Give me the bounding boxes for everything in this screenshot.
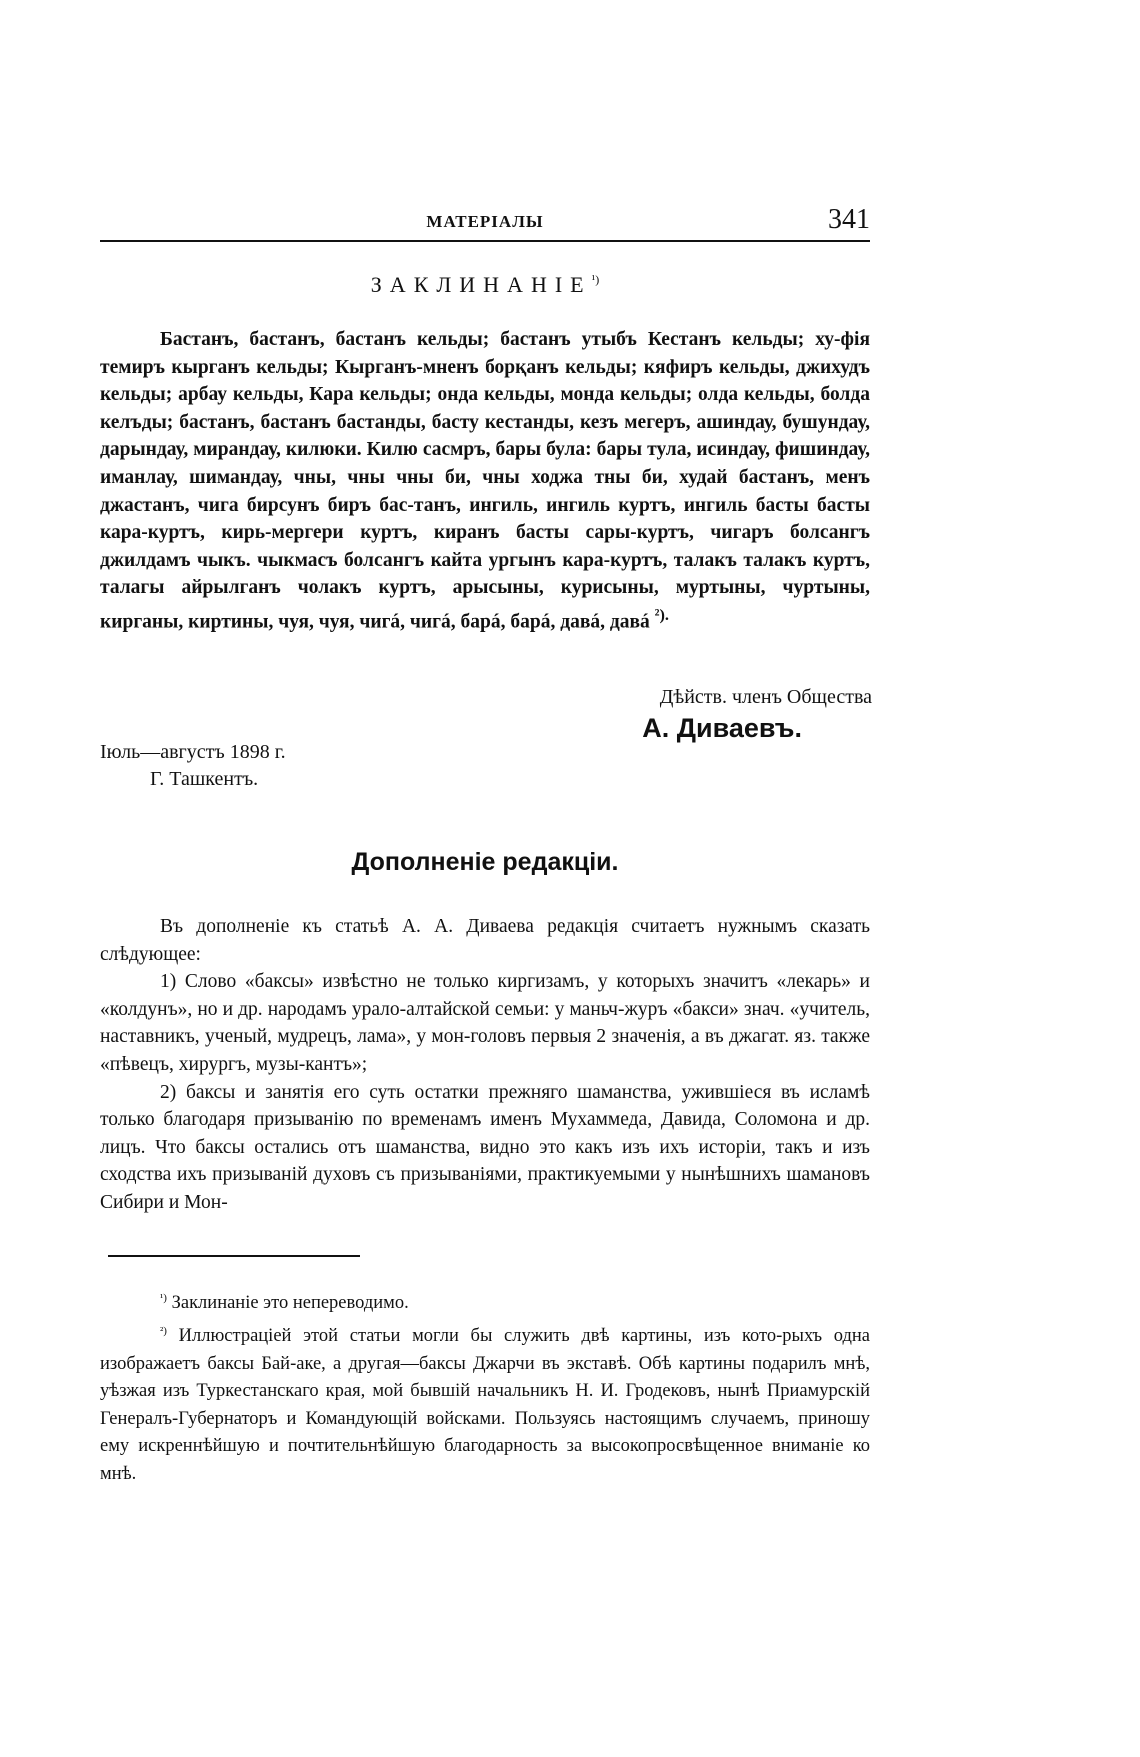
addendum-paragraph-2: 2) баксы и занятія его суть остатки прежняго шаманства, ужившіеся въ исламѣ только благодаря призыванію по временамъ именъ Мухаммеда, Давида, Соломона и др. лицъ. Что баксы остались отъ шаманства, видно это какъ изъ ихъ исторіи, такъ и изъ сходства ихъ призываній духовъ съ призываніями, практикуемыми у нынѣшнихъ шамановъ Сибири и Мон- (100, 1081, 870, 1213)
addendum-heading: Дополненіе редакціи. (351, 848, 619, 876)
title-footnote-mark: ¹) (591, 272, 600, 287)
date-line: Іюль—августъ 1898 г. (100, 741, 286, 763)
incantation-footnote-mark: ²). (654, 605, 669, 624)
footnote-2-mark: ²) (160, 1324, 167, 1337)
footnote-2 (100, 1318, 870, 1489)
incantation-text (100, 326, 870, 636)
incantation-body: Бастанъ, бастанъ, бастанъ кельды; бастанъ утыбъ Кестанъ кельды; ху-фія темиръ кырганъ кельды; Кырганъ-мненъ борқанъ кельды; кяфиръ кельды, джихудъ кельды; арбау кельды, Кара кельды; онда кельды, монда кельды; олда кельды, болда келъды; бастанъ, бастанъ бастанды, басту кестанды, кезъ мегеръ, ашиндау, бушундау, дарындау, мирандау, килюки. Килю сасмръ, бары була: бары тула, исиндау, фишиндау, иманлау, шимандау, чны, чны чны би, чны ходжа тны би, худай бастанъ, менъ джастанъ, чига бирсунъ биръ бас-танъ, ингиль, ингиль куртъ, ингиль басты басты кара-куртъ, кирь-мергери куртъ, киранъ басты сары-куртъ, чигаръ болсангъ джилдамъ чыкъ. чыкмасъ болсангъ кайта ургынъ кара-куртъ, талакъ талакъ куртъ, талагы айрылганъ чолакъ куртъ, арысыны, курисыны, муртыны, чуртыны, кирганы, киртины, чуя, чуя, чигá, чигá, барá, барá, давá, давá (100, 329, 870, 633)
footnotes (100, 1285, 870, 1488)
footnote-divider (108, 1255, 360, 1257)
addendum-paragraph-intro: Въ дополненіе къ статьѣ А. А. Диваева редакція считаетъ нужнымъ сказать слѣдующее: (100, 916, 870, 965)
footnote-1-mark: ¹) (160, 1292, 167, 1304)
addendum-paragraph-1: 1) Слово «баксы» извѣстно не только киргизамъ, у которыхъ значитъ «лекарь» и «колдунъ», но и др. народамъ урало-алтайской семьи: у маньч-журъ «бакси» знач. «учитель, наставникъ, ученый, мудрецъ, лама», у мон-головъ первыя 2 значенія, а въ джагат. яз. также «пѣвецъ, хирургъ, музы-кантъ»; (100, 971, 870, 1075)
footnote-1 (100, 1285, 870, 1318)
place-line: Г. Ташкентъ. (150, 768, 259, 790)
running-title: МАТЕРІАЛЫ (426, 212, 544, 231)
signature-name: А. Диваевъ. (642, 713, 802, 743)
article-title (100, 272, 870, 298)
article-title-text: ЗАКЛИНАНІЕ (370, 272, 592, 297)
footnote-1-text: Заклинаніе это непереводимо. (171, 1293, 409, 1314)
running-header (100, 204, 870, 242)
signature-role: Дѣйств. членъ Общества (659, 686, 872, 708)
page-number: 341 (828, 204, 870, 235)
footnote-2-text: Иллюстраціей этой статьи могли бы служить двѣ картины, изъ кото-рыхъ одна изображаетъ баксы Бай-аке, а другая—баксы Джарчи въ экставѣ. Обѣ картины подарилъ мнѣ, уѣзжая изъ Туркестанскаго края, мой бывшій начальникъ Н. И. Гродековъ, нынѣ Приамурскій Генералъ-Губернаторъ и Командующій войсками. Пользуясь настоящимъ случаемъ, приношу ему искреннѣйшую и почтительнѣйшую благодарность за высокопросвѣщенное вниманіе ко мнѣ. (100, 1325, 870, 1484)
addendum-body (100, 913, 870, 1217)
